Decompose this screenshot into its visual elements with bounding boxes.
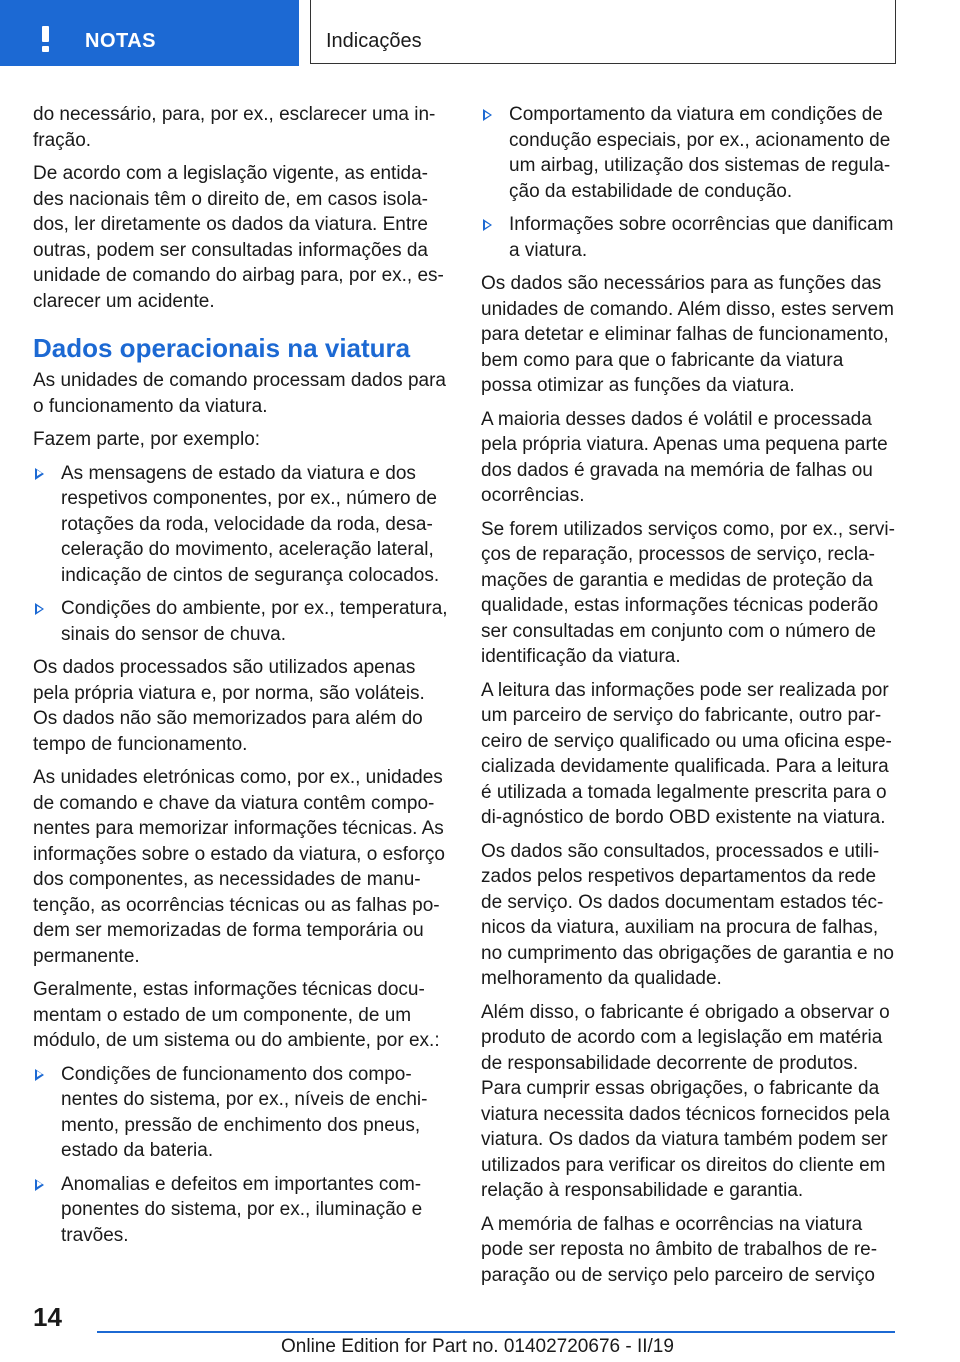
- paragraph: A maioria desses dados é volátil e processada pela própria viatura. Apenas uma pequena parte dos dados é gravada na memória de falhas ou ocorrências.: [481, 408, 888, 506]
- list-item: [481, 102, 896, 204]
- paragraph: A memória de falhas e ocorrências na viatura pode ser reposta no âmbito de trabalhos de re-paração ou de serviço pelo parceiro de serviço: [481, 1213, 878, 1286]
- paragraph: Fazem parte, por exemplo:: [33, 429, 261, 450]
- paragraph: Os dados processados são utilizados apenas pela própria viatura e, por norma, são voláteis. Os dados não são memorizados para além do tempo de funcionamento.: [33, 657, 425, 755]
- triangle-bullet-icon: [35, 1069, 44, 1081]
- list-item: [33, 596, 448, 647]
- triangle-bullet-icon: [35, 1179, 44, 1191]
- exclamation-dot: [42, 46, 49, 52]
- list-item-text: Condições de funcionamento dos compo-nentes do sistema, por ex., níveis de enchi-mento, pressão de enchimento dos pneus, estado da bateria.: [61, 1063, 428, 1161]
- paragraph: Os dados são consultados, processados e utili-zados pelos respetivos departamentos da rede de serviço. Os dados documentam estados téc-nicos da viatura, auxiliam na procura de falhas, no cumprimento das obrigações de garantia e no melhoramento da qualidade.: [481, 840, 894, 989]
- indications-tab-label: Indicações: [326, 30, 422, 52]
- paragraph: Se forem utilizados serviços como, por ex., servi-ços de reparação, processos de serviço, recla-mações de garantia e medidas de proteção da qualidade, estas informações técnicas poderão ser consultadas em conjunto com o número de identificação da viatura.: [481, 518, 895, 667]
- notes-tab-label: NOTAS: [85, 30, 157, 52]
- paragraph: As unidades de comando processam dados para o funcionamento da viatura.: [33, 370, 446, 417]
- paragraph: do necessário, para, por ex., esclarecer uma in-fração.: [33, 104, 436, 151]
- paragraph: De acordo com a legislação vigente, as entida-des nacionais têm o direito de, em casos isola-dos, ler diretamente os dados da viatura. Entre outras, podem ser consultadas informações da unidade de comando do airbag para, por ex., es-clarecer um acidente.: [33, 163, 444, 312]
- list-item-text: Anomalias e defeitos em importantes com-ponentes do sistema, por ex., iluminação e travões.: [61, 1173, 423, 1246]
- footer-divider: [97, 1331, 895, 1333]
- exclamation-icon: [42, 26, 49, 42]
- paragraph: Os dados são necessários para as funções das unidades de comando. Além disso, estes servem para detetar e eliminar falhas de funcionamento, bem como para que o fabricante da viatura possa otimizar as funções da viatura.: [481, 273, 894, 396]
- list-item: [33, 461, 448, 589]
- triangle-bullet-icon: [483, 219, 492, 231]
- triangle-bullet-icon: [35, 603, 44, 615]
- page-header: [0, 0, 960, 66]
- page-number: 14: [33, 1302, 62, 1332]
- paragraph: Além disso, o fabricante é obrigado a observar o produto de acordo com a legislação em matéria de responsabilidade decorrente de produtos. Para cumprir essas obrigações, o fabricante da viatura necessita dados técnicos fornecidos pela viatura. Os dados da viatura também podem ser utilizados para verificar os direitos do cliente em relação à responsabilidade e garantia.: [481, 1001, 890, 1201]
- section-heading: Dados operacionais na viatura: [33, 333, 411, 363]
- paragraph: As unidades eletrónicas como, por ex., unidades de comando e chave da viatura contêm compo-nentes para memorizar informações técnicas. As informações sobre o estado da viatura, o esforço dos componentes, as necessidades de manu-tenção, as ocorrências técnicas ou as falhas po-dem ser memorizadas de forma temporária ou permanente.: [33, 767, 445, 967]
- list-item: [481, 212, 896, 263]
- list-item-text: As mensagens de estado da viatura e dos respetivos componentes, por ex., número de rotações da roda, velocidade da roda, desa-celeração do movimento, aceleração lateral, indicação de cintos de segurança colocados.: [61, 462, 440, 586]
- list-item: [33, 1062, 448, 1164]
- right-column: [481, 102, 896, 1296]
- indications-tab: [310, 0, 896, 64]
- triangle-bullet-icon: [483, 109, 492, 121]
- list-item-text: Condições do ambiente, por ex., temperatura, sinais do sensor de chuva.: [61, 598, 448, 645]
- triangle-bullet-icon: [35, 468, 44, 480]
- left-column: [33, 102, 448, 1256]
- paragraph: Geralmente, estas informações técnicas docu-mentam o estado de um componente, de um módulo, de um sistema ou do ambiente, por ex.:: [33, 979, 440, 1051]
- notes-tab: [0, 0, 299, 66]
- list-item: [33, 1172, 448, 1249]
- list-item-text: Comportamento da viatura em condições de condução especiais, por ex., acionamento de um airbag, utilização dos sistemas de regula-ção da estabilidade de condução.: [509, 104, 891, 202]
- paragraph: A leitura das informações pode ser realizada por um parceiro de serviço do fabricante, outro par-ceiro de serviço qualificado ou uma oficina espe-cializada devidamente qualificada. Para a leitura é utilizada a tomada legalmente prescrita para o di-agnóstico de bordo OBD existente na viatura.: [481, 679, 892, 828]
- list-item-text: Informações sobre ocorrências que danificam a viatura.: [509, 214, 894, 261]
- footer-edition-text: Online Edition for Part no. 01402720676 - II/19: [281, 1336, 674, 1357]
